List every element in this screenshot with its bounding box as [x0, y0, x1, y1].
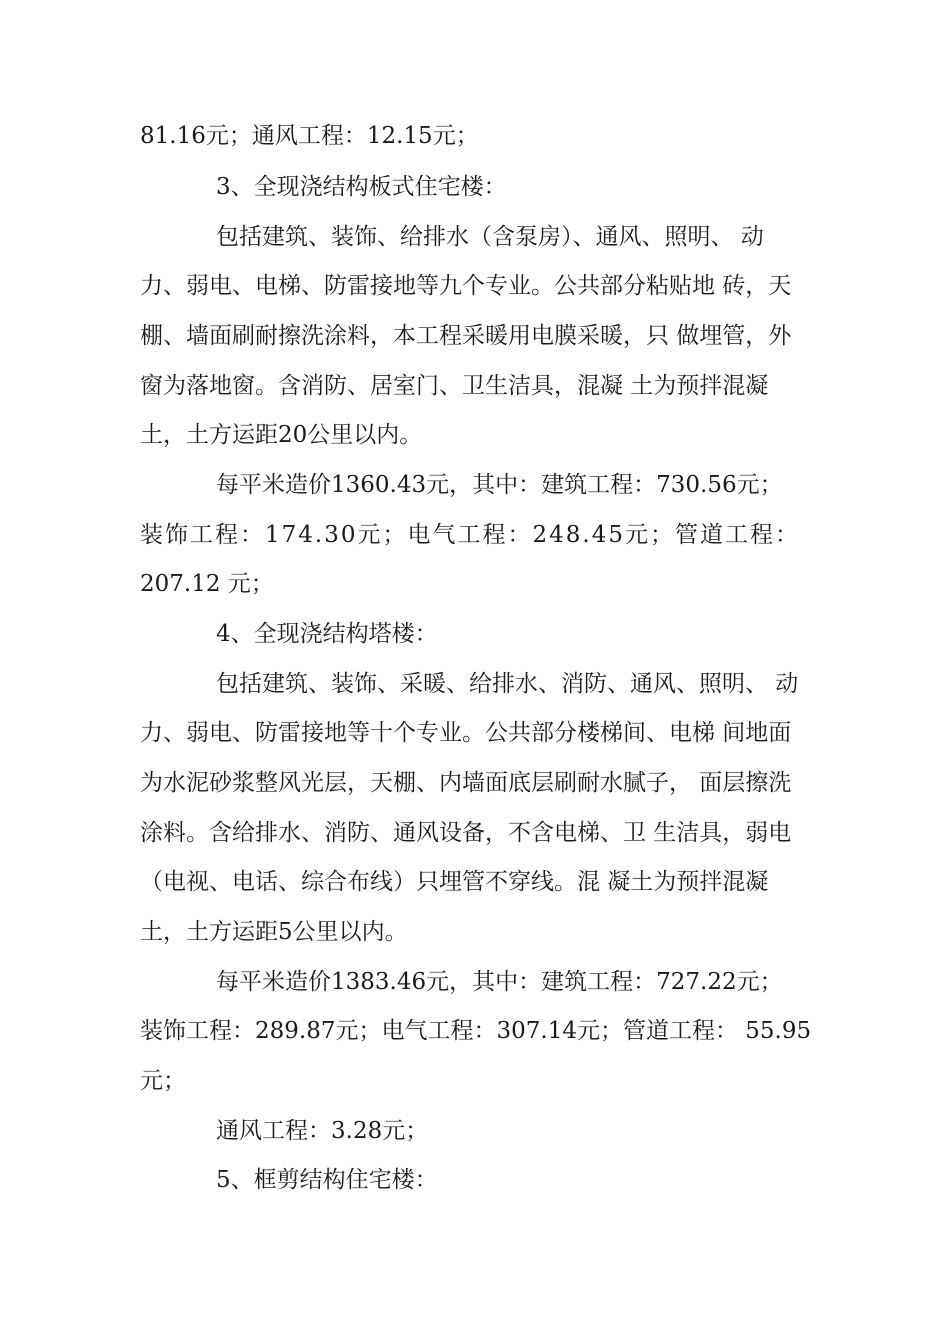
- text-line: 涂料。含给排水、消防、通风设备，不含电梯、卫 生洁具，弱电: [140, 820, 792, 846]
- text-line: 元；: [140, 1068, 186, 1094]
- text-line: 装饰工程：174.30元；电气工程：248.45元；管道工程：: [140, 522, 800, 548]
- text-line: 棚、墙面刷耐擦洗涂料，本工程采暖用电膜采暖，只 做埋管，外: [140, 323, 792, 349]
- section-heading: 5、框剪结构住宅楼：: [216, 1167, 438, 1193]
- text-line: 力、弱电、电梯、防雷接地等九个专业。公共部分粘贴地 砖，天: [140, 273, 792, 299]
- text-line: 土，土方运距20公里以内。: [140, 422, 423, 448]
- text-line: 为水泥砂浆整风光层，天棚、内墙面底层刷耐水腻子， 面层擦洗: [140, 770, 792, 796]
- text-line: 每平米造价1360.43元，其中：建筑工程：730.56元；: [216, 472, 783, 498]
- text-line: （电视、电话、综合布线）只埋管不穿线。混 凝土为预拌混凝: [140, 869, 769, 895]
- text-line: 81.16元；通风工程：12.15元；: [140, 123, 479, 149]
- text-line: 通风工程：3.28元；: [216, 1118, 429, 1144]
- section-heading: 3、全现浇结构板式住宅楼：: [216, 174, 507, 200]
- text-line: 每平米造价1383.46元，其中：建筑工程：727.22元；: [216, 969, 783, 995]
- text-line: 力、弱电、防雷接地等十个专业。公共部分楼梯间、电梯 间地面: [140, 720, 792, 746]
- text-line: 包括建筑、装饰、采暖、给排水、消防、通风、照明、 动: [216, 671, 799, 697]
- text-line: 207.12 元；: [140, 571, 274, 597]
- section-heading: 4、全现浇结构塔楼：: [216, 621, 438, 647]
- text-line: 土，土方运距5公里以内。: [140, 919, 408, 945]
- text-line: 装饰工程：289.87元；电气工程：307.14元；管道工程： 55.95: [140, 1018, 812, 1044]
- text-line: 窗为落地窗。含消防、居室门、卫生洁具，混凝 土为预拌混凝: [140, 373, 769, 399]
- text-line: 包括建筑、装饰、给排水（含泵房）、通风、照明、 动: [216, 224, 764, 250]
